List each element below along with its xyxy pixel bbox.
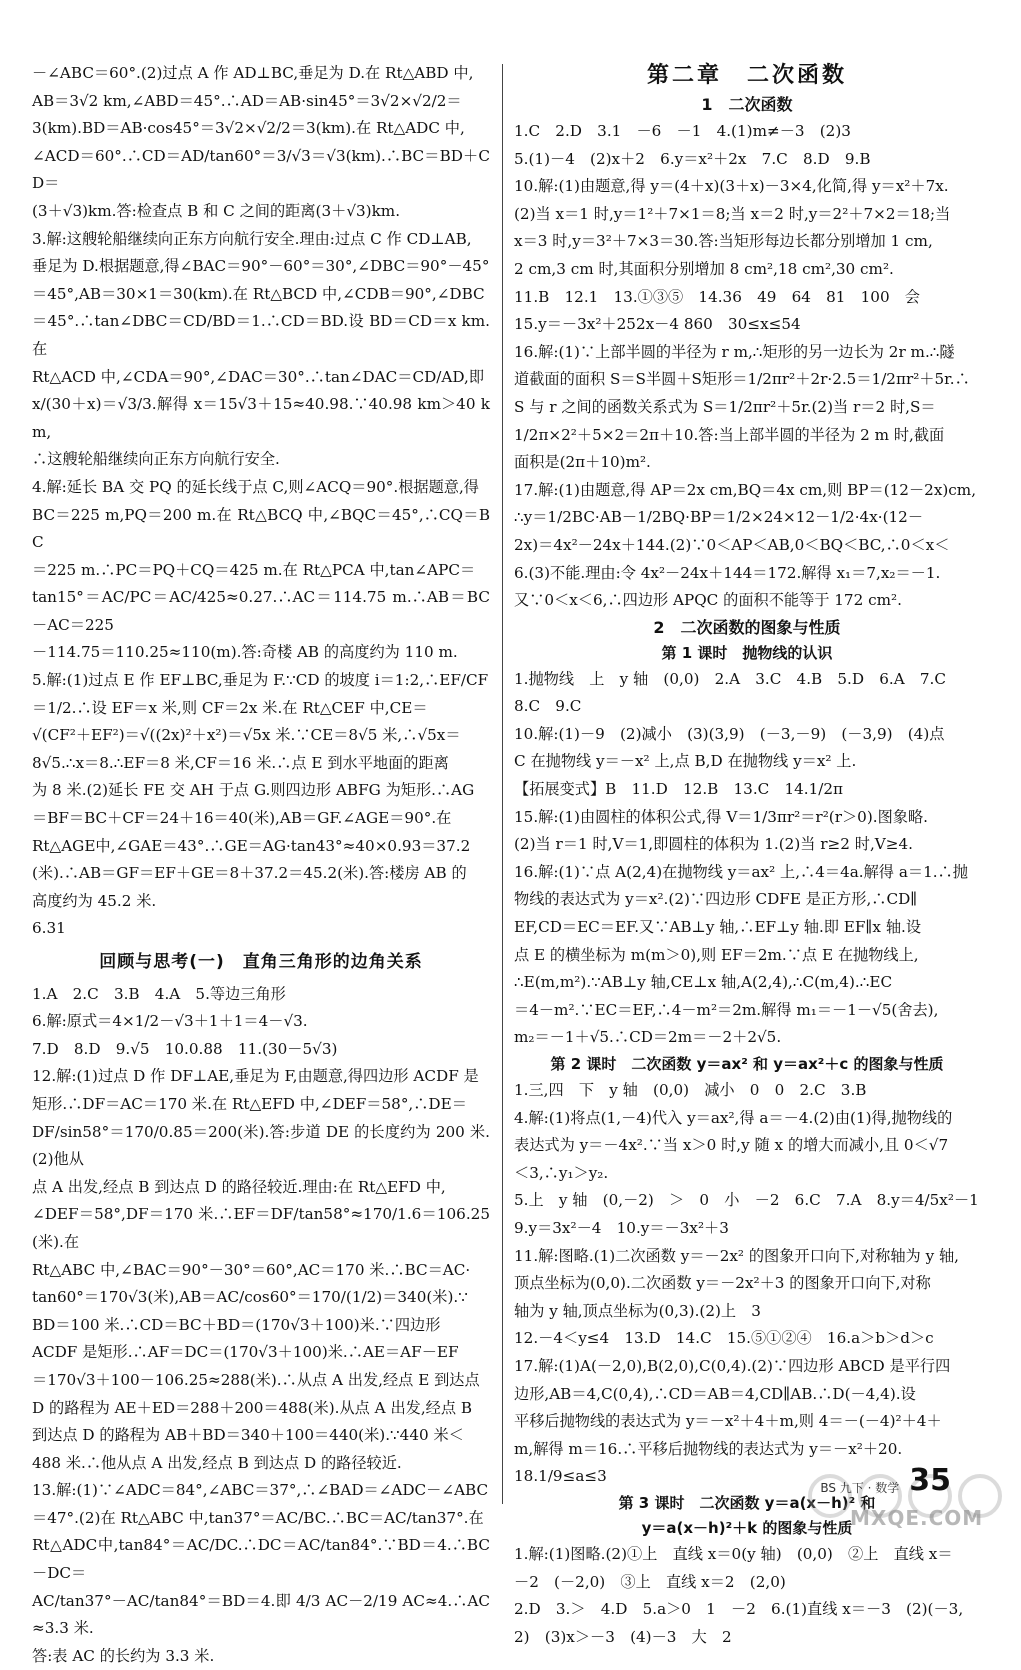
text-line: Rt△ACD 中,∠CDA＝90°,∠DAC＝30°.∴tan∠DAC＝CD/AD,即 bbox=[32, 367, 485, 386]
text-line: tan15°＝AC/PC＝AC/425≈0.27.∴AC＝114.75 m.∴AB＝BC－AC＝225 bbox=[32, 588, 490, 634]
text-line: ＝BF＝BC＋CF＝24＋16＝40(米),AB＝GF.∠AGE＝90°.在 bbox=[32, 809, 452, 828]
text-line: ＝45°,AB＝30×1＝30(km).在 Rt△BCD 中,∠CDB＝90°,∠DBC bbox=[32, 284, 485, 303]
text-line: 7.D 8.D 9.√5 10.0.88 11.(30－5√3) bbox=[32, 1039, 338, 1058]
lesson3-block bbox=[514, 1541, 980, 1651]
text-line: 16.解:(1)∵点 A(2,4)在抛物线 y＝ax² 上,∴4＝4a.解得 a＝1.∴抛 bbox=[514, 862, 968, 881]
text-line: －114.75＝110.25≈110(m).答:奇楼 AB 的高度约为 110 m. bbox=[32, 643, 458, 662]
column-divider bbox=[502, 64, 503, 1504]
review-block bbox=[32, 981, 490, 1670]
text-line: 2.D 3.＞ 4.D 5.a＞0 1 －2 6.(1)直线 x＝－3 (2)(－3, bbox=[514, 1600, 964, 1619]
left-block1 bbox=[32, 60, 490, 226]
text-line: 18.1/9≤a≤3 bbox=[514, 1467, 607, 1486]
section1-block bbox=[514, 118, 980, 615]
text-line: BC＝225 m,PQ＝200 m.在 Rt△BCQ 中,∠BQC＝45°,∴CQ＝BC bbox=[32, 505, 490, 552]
text-line: 15.解:(1)由圆柱的体积公式,得 V＝1/3πr²＝r²(r＞0).图象略. bbox=[514, 807, 928, 826]
text-line: 1.三,四 下 y 轴 (0,0) 减小 0 0 2.C 3.B bbox=[514, 1081, 867, 1099]
review-title: 回顾与思考(一) 直角三角形的边角关系 bbox=[99, 952, 423, 972]
text-line: ∴y＝1/2BC·AB－1/2BQ·BP＝1/2×24×12－1/2·4x·(12－ bbox=[514, 508, 924, 527]
text-line: (米).∴AB＝GF＝EF＋GE＝8＋37.2＝45.2(米).答:楼房 AB 的 bbox=[32, 864, 467, 883]
left-q3 bbox=[32, 226, 490, 474]
text-line: 11.B 12.1 13.①③⑤ 14.36 49 64 81 100 会 bbox=[514, 287, 920, 306]
text-line: 到达点 D 的路程为 AB＋BD＝340＋100＝440(米).∵440 米＜ bbox=[32, 1426, 464, 1445]
text-line: Rt△ABC 中,∠BAC＝90°－30°＝60°,AC＝170 米.∴BC＝AC· bbox=[32, 1260, 471, 1279]
text-line: BD＝100 米.∴CD＝BC＋BD＝(170√3＋100)米.∵四边形 bbox=[32, 1315, 441, 1334]
text-line: (3＋√3)km.答:检查点 B 和 C 之间的距离(3＋√3)km. bbox=[32, 201, 401, 220]
text-line: 8.C 9.C bbox=[514, 697, 582, 716]
text-line: 2x)＝4x²－24x＋144.(2)∵0＜AP＜AB,0＜BQ＜BC,∴0＜x＜ bbox=[514, 535, 950, 554]
text-line: EF,CD＝EC＝EF.又∵AB⊥y 轴,∴EF⊥y 轴.即 EF∥x 轴.设 bbox=[514, 918, 922, 937]
right-column bbox=[514, 60, 980, 1651]
text-line: －∠ABC＝60°.(2)过点 A 作 AD⊥BC,垂足为 D.在 Rt△ABD 中, bbox=[32, 64, 474, 82]
text-line: 表达式为 y＝－4x².∵当 x＞0 时,y 随 x 的增大而减小,且 0＜√7 bbox=[514, 1136, 949, 1155]
text-line: 17.解:(1)由题意,得 AP＝2x cm,BQ＝4x cm,则 BP＝(12－2x)cm, bbox=[514, 480, 977, 499]
text-line: －2 (－2,0) ③上 直线 x＝2 (2,0) bbox=[514, 1572, 786, 1591]
text-line: x＝3 时,y＝3²＋7×3＝30.答:当矩形每边长都分别增加 1 cm, bbox=[514, 232, 933, 251]
text-line: 5.解:(1)过点 E 作 EF⊥BC,垂足为 F.∵CD 的坡度 i＝1:2,∴EF/CF bbox=[32, 671, 489, 690]
text-line: 13.解:(1)∵∠ADC＝84°,∠ABC＝37°,∴∠BAD＝∠ADC－∠ABC bbox=[32, 1481, 489, 1500]
text-line: 8√5.∴x＝8.∴EF＝8 米,CF＝16 米.∴点 E 到水平地面的距离 bbox=[32, 753, 449, 772]
text-line: 2 cm,3 cm 时,其面积分别增加 8 cm²,18 cm²,30 cm². bbox=[514, 259, 894, 278]
text-line: Rt△ADC中,tan84°＝AC/DC.∴DC＝AC/tan84°.∵BD＝4.∴BC－DC＝ bbox=[32, 1536, 490, 1583]
text-line: ＝4－m².∵EC＝EF,∴4－m²＝2m.解得 m₁＝－1－√5(舍去), bbox=[514, 1000, 939, 1019]
text-line: 9.y＝3x²－4 10.y＝－3x²＋3 bbox=[514, 1218, 729, 1237]
text-line: 4.解:(1)将点(1,－4)代入 y＝ax²,得 a＝－4.(2)由(1)得,抛物线的 bbox=[514, 1108, 953, 1127]
lesson2-title: 第 2 课时 二次函数 y＝ax² 和 y＝ax²＋c 的图象与性质 bbox=[550, 1055, 944, 1073]
page-footer bbox=[820, 1463, 951, 1498]
text-line: DF/sin58°＝170/0.85＝200(米).答:步道 DE 的长度约为 200 米.(2)他从 bbox=[32, 1122, 490, 1169]
text-line: 垂足为 D.根据题意,得∠BAC＝90°－60°＝30°,∠DBC＝90°－45° bbox=[32, 257, 490, 276]
text-line: ＝45°.∴tan∠DBC＝CD/BD＝1.∴CD＝BD.设 BD＝CD＝x km.在 bbox=[32, 312, 490, 358]
text-line: 1.解:(1)图略.(2)①上 直线 x＝0(y 轴) (0,0) ②上 直线 x＝ bbox=[514, 1544, 953, 1563]
text-line: 平移后抛物线的表达式为 y＝－x²＋4＋m,则 4＝－(－4)²＋4＋ bbox=[514, 1412, 942, 1431]
text-line: 为 8 米.(2)延长 FE 交 AH 于点 G.则四边形 ABFG 为矩形.∴AG bbox=[32, 781, 475, 800]
text-line: 1.抛物线 上 y 轴 (0,0) 2.A 3.C 4.B 5.D 6.A 7.C bbox=[514, 669, 946, 688]
text-line: Rt△AGE中,∠GAE＝43°.∴GE＝AG·tan43°≈40×0.93＝37.2 bbox=[32, 836, 471, 855]
text-line: ＝225 m.∴PC＝PQ＋CQ＝425 m.在 Rt△PCA 中,tan∠APC＝ bbox=[32, 560, 476, 579]
text-line: 【拓展变式】B 11.D 12.B 13.C 14.1/2π bbox=[514, 780, 844, 799]
text-line: √(CF²＋EF²)＝√((2x)²＋x²)＝√5x 米.∵CE＝8√5 米,∴√5x＝ bbox=[32, 726, 461, 745]
text-line: m,解得 m＝16.∴平移后抛物线的表达式为 y＝－x²＋20. bbox=[514, 1439, 903, 1458]
footer-label: BS 九下 · 数学 bbox=[820, 1481, 900, 1495]
text-line: 1.A 2.C 3.B 4.A 5.等边三角形 bbox=[32, 984, 286, 1003]
text-line: ∴E(m,m²).∵AB⊥y 轴,CE⊥x 轴,A(2,4),∴C(m,4).∴EC bbox=[514, 973, 893, 992]
text-line: ∠DEF＝58°,DF＝170 米.∴EF＝DF/tan58°≈170/1.6＝106.25(米).在 bbox=[32, 1205, 490, 1251]
text-line: 1.C 2.D 3.1 －6 －1 4.(1)m≠－3 (2)3 bbox=[514, 122, 851, 140]
text-line: D 的路程为 AE＋ED＝288＋200＝488(米).从点 A 出发,经点 B bbox=[32, 1398, 473, 1417]
text-line: 5.上 y 轴 (0,－2) ＞ 0 小 －2 6.C 7.A 8.y＝4/5x²－1 bbox=[514, 1191, 979, 1210]
text-line: (2)当 r＝1 时,V＝1,即圆柱的体积为 1.(2)当 r≥2 时,V≥4. bbox=[514, 835, 913, 854]
text-line: AC/tan37°－AC/tan84°＝BD＝4.即 4/3 AC－2/19 AC≈4.∴AC≈3.3 米. bbox=[32, 1591, 490, 1638]
text-line: tan60°＝170√3(米),AB＝AC/cos60°＝170/(1/2)＝340(米).∵ bbox=[32, 1288, 468, 1307]
text-line: ∴这艘轮船继续向正东方向航行安全. bbox=[32, 450, 280, 469]
watermark-text: MXQE.COM bbox=[850, 1506, 984, 1530]
lesson3-title-line2: y＝a(x－h)²＋k 的图象与性质 bbox=[641, 1518, 853, 1537]
text-line: 点 E 的横坐标为 m(m＞0),则 EF＝2m.∵点 E 在抛物线上, bbox=[514, 945, 919, 964]
text-line: 5.(1)－4 (2)x＋2 6.y＝x²＋2x 7.C 8.D 9.B bbox=[514, 149, 871, 168]
text-line: AB＝3√2 km,∠ABD＝45°.∴AD＝AB·sin45°＝3√2×√2/2＝ bbox=[32, 91, 462, 110]
left-column bbox=[32, 60, 490, 1670]
text-line: m₂＝－1＋√5.∴CD＝2m＝－2＋2√5. bbox=[514, 1028, 782, 1047]
text-line: 高度约为 45.2 米. bbox=[32, 891, 157, 910]
text-line: 12.解:(1)过点 D 作 DF⊥AE,垂足为 F,由题意,得四边形 ACDF 是 bbox=[32, 1067, 479, 1086]
text-line: 15.y＝－3x²＋252x－4 860 30≤x≤54 bbox=[514, 315, 801, 334]
text-line: 10.解:(1)－9 (2)减小 (3)(3,9) (－3,－9) (－3,9) (4)点 bbox=[514, 724, 945, 743]
page-number: 35 bbox=[909, 1463, 951, 1498]
text-line: C 在抛物线 y＝－x² 上,点 B,D 在抛物线 y＝x² 上. bbox=[514, 752, 857, 771]
text-line: ＝1/2.∴设 EF＝x 米,则 CF＝2x 米.在 Rt△CEF 中,CE＝ bbox=[32, 698, 428, 717]
text-line: 6.(3)不能.理由:令 4x²－24x＋144＝172.解得 x₁＝7,x₂＝－1. bbox=[514, 563, 941, 582]
section2-title: 2 二次函数的图象与性质 bbox=[653, 617, 841, 637]
lesson1-title: 第 1 课时 抛物线的认识 bbox=[661, 643, 833, 662]
text-line: S 与 r 之间的函数关系式为 S＝1/2πr²＋5r.(2)当 r＝2 时,S＝ bbox=[514, 397, 936, 416]
left-q5 bbox=[32, 667, 490, 915]
text-line: 面积是(2π＋10)m². bbox=[514, 453, 651, 472]
text-line: 又∵0＜x＜6,∴四边形 APQC 的面积不能等于 172 cm². bbox=[514, 591, 902, 610]
text-line: ∠ACD＝60°.∴CD＝AD/tan60°＝3/√3＝√3(km).∴BC＝BD＋CD＝ bbox=[32, 146, 490, 193]
text-line: 11.解:图略.(1)二次函数 y＝－2x² 的图象开口向下,对称轴为 y 轴, bbox=[514, 1246, 959, 1265]
text-line: 物线的表达式为 y＝x².(2)∵四边形 CDFE 是正方形,∴CD∥ bbox=[514, 890, 918, 909]
text-line: (2)当 x＝1 时,y＝1²＋7×1＝8;当 x＝2 时,y＝2²＋7×2＝18;当 bbox=[514, 204, 951, 223]
text-line: ＝47°.(2)在 Rt△ABC 中,tan37°＝AC/BC.∴BC＝AC/tan37°.在 bbox=[32, 1508, 484, 1527]
text-line: 边形,AB＝4,C(0,4),∴CD＝AB＝4,CD∥AB.∴D(－4,4).设 bbox=[514, 1384, 916, 1403]
text-line: ＝170√3＋100－106.25≈288(米).∴从点 A 出发,经点 E 到达点 bbox=[32, 1370, 480, 1389]
text-line: 3(km).BD＝AB·cos45°＝3√2×√2/2＝3(km).在 Rt△ADC 中, bbox=[32, 119, 465, 138]
section1-title: 1 二次函数 bbox=[701, 95, 793, 114]
text-line: 488 米.∴他从点 A 出发,经点 B 到达点 D 的路径较近. bbox=[32, 1453, 402, 1472]
text-line: 1/2π×2²＋5×2＝2π＋10.答:当上部半圆的半径为 2 m 时,截面 bbox=[514, 425, 945, 444]
text-line: x/(30＋x)＝√3/3.解得 x＝15√3＋15≈40.98.∵40.98 km＞40 km, bbox=[32, 395, 490, 441]
chapter-title: 第二章 二次函数 bbox=[646, 63, 847, 88]
text-line: 矩形.∴DF＝AC＝170 米.在 Rt△EFD 中,∠DEF＝58°,∴DE＝ bbox=[32, 1094, 467, 1113]
lesson1-block bbox=[514, 666, 980, 1052]
text-line: 道截面的面积 S＝S半圆＋S矩形＝1/2πr²＋2r·2.5＝1/2πr²＋5r.∴ bbox=[514, 370, 970, 389]
text-line: 点 A 出发,经点 B 到达点 D 的路径较近.理由:在 Rt△EFD 中, bbox=[32, 1177, 446, 1196]
text-line: 轴为 y 轴,顶点坐标为(0,3).(2)上 3 bbox=[514, 1301, 761, 1320]
text-line: 答:表 AC 的长约为 3.3 米. bbox=[32, 1646, 215, 1665]
text-line: 10.解:(1)由题意,得 y＝(4＋x)(3＋x)－3×4,化简,得 y＝x²＋7x. bbox=[514, 177, 949, 196]
text-line: 16.解:(1)∵上部半圆的半径为 r m,∴矩形的另一边长为 2r m.∴隧 bbox=[514, 342, 955, 361]
text-line: ACDF 是矩形.∴AF＝DC＝(170√3＋100)米.∴AE＝AF－EF bbox=[32, 1343, 459, 1362]
text-line: 17.解:(1)A(－2,0),B(2,0),C(0,4).(2)∵四边形 ABCD 是平行四 bbox=[514, 1356, 951, 1375]
left-q4 bbox=[32, 474, 490, 667]
answer-q6: 6.31 bbox=[32, 919, 66, 938]
text-line: 顶点坐标为(0,0).二次函数 y＝－2x²＋3 的图象开口向下,对称 bbox=[514, 1274, 931, 1293]
text-line: 3.解:这艘轮船继续向正东方向航行安全.理由:过点 C 作 CD⊥AB, bbox=[32, 229, 472, 248]
text-line: ＜3,∴y₁＞y₂. bbox=[514, 1163, 609, 1182]
lesson2-block bbox=[514, 1077, 980, 1491]
lesson3-title-line1: 第 3 课时 二次函数 y＝a(x－h)² 和 bbox=[618, 1493, 876, 1512]
text-line: 2) (3)x＞－3 (4)－3 大 2 bbox=[514, 1627, 732, 1646]
text-line: 6.解:原式＝4×1/2－√3＋1＋1＝4－√3. bbox=[32, 1012, 308, 1031]
text-line: 4.解:延长 BA 交 PQ 的延长线于点 C,则∠ACQ＝90°.根据题意,得 bbox=[32, 477, 479, 496]
text-line: 12.－4＜y≤4 13.D 14.C 15.⑤①②④ 16.a＞b＞d＞c bbox=[514, 1329, 934, 1348]
